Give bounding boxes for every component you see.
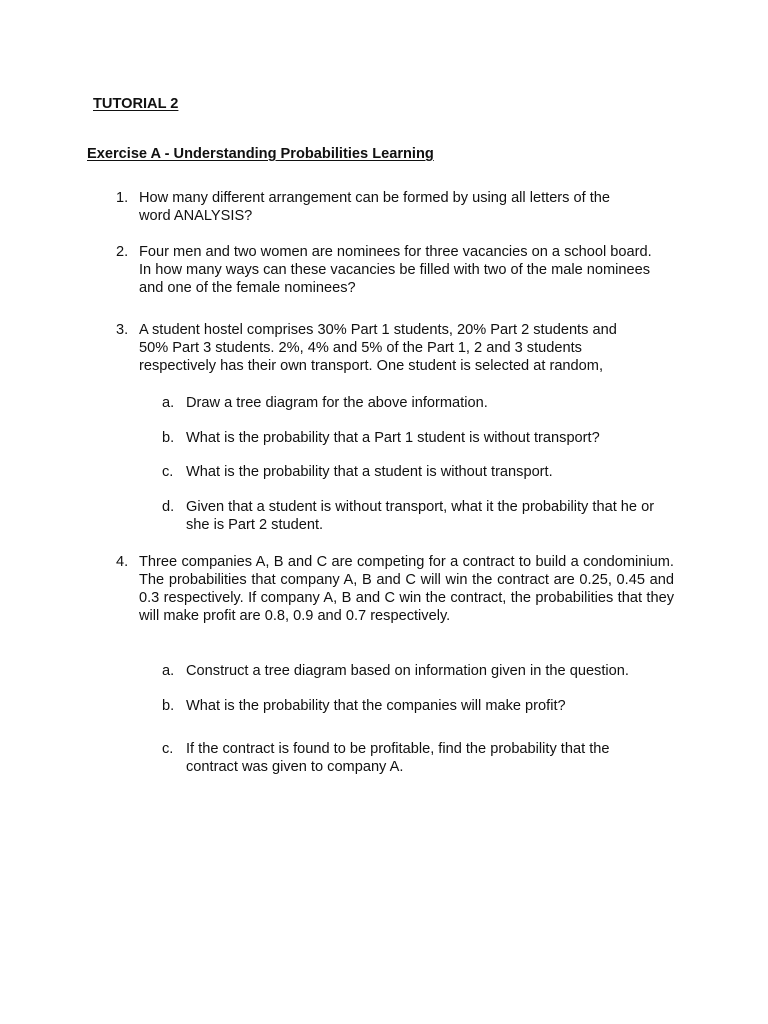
question-3-part-d [162,498,662,534]
question-4-part-c [162,740,662,776]
question-1 [116,189,676,225]
question-3-part-a [162,394,662,412]
page-title: TUTORIAL 2 [93,96,179,112]
question-number: 1. [116,190,129,206]
question-4 [116,553,676,625]
part-text: Draw a tree diagram for the above information. [186,395,488,411]
question-text: Four men and two women are nominees for three vacancies on a school board. In how many ways can these vacancies be filled with two of the male nominees and one of the female nominees? [139,244,652,296]
part-text: If the contract is found to be profitable, find the probability that the contract was given to company A. [186,741,610,775]
question-3-part-c [162,463,662,481]
question-number: 3. [116,322,129,338]
part-text: What is the probability that the companies will make profit? [186,698,566,714]
question-text: How many different arrangement can be formed by using all letters of the word ANALYSIS? [139,190,611,224]
question-3 [116,321,676,375]
part-text: What is the probability that a Part 1 student is without transport? [186,430,600,446]
question-4-part-b [162,697,662,715]
exercise-heading: Exercise A - Understanding Probabilities Learning [87,146,434,162]
part-letter: a. [162,663,175,679]
part-letter: a. [162,395,175,411]
part-letter: b. [162,698,175,714]
part-letter: d. [162,499,175,515]
question-text: A student hostel comprises 30% Part 1 students, 20% Part 2 students and 50% Part 3 students. 2%, 4% and 5% of the Part 1, 2 and 3 students respectively has their own transport. One student is selected at random, [139,322,617,374]
part-letter: c. [162,464,174,480]
question-number: 2. [116,244,129,260]
question-4-part-a [162,662,662,680]
part-text: Given that a student is without transport, what it the probability that he or she is Part 2 student. [186,499,655,533]
question-number: 4. [116,554,129,570]
question-text: Three companies A, B and C are competing for a contract to build a condominium. The probabilities that company A, B and C will win the contract are 0.25, 0.45 and 0.3 respectively. If company A, B and C win the contract, the probabilities that they will make profit are 0.8, 0.9 and 0.7 respectively. [139,554,674,624]
part-letter: c. [162,741,174,757]
part-letter: b. [162,430,175,446]
question-3-part-b [162,429,662,447]
question-2 [116,243,676,297]
part-text: Construct a tree diagram based on information given in the question. [186,663,629,679]
part-text: What is the probability that a student is without transport. [186,464,553,480]
